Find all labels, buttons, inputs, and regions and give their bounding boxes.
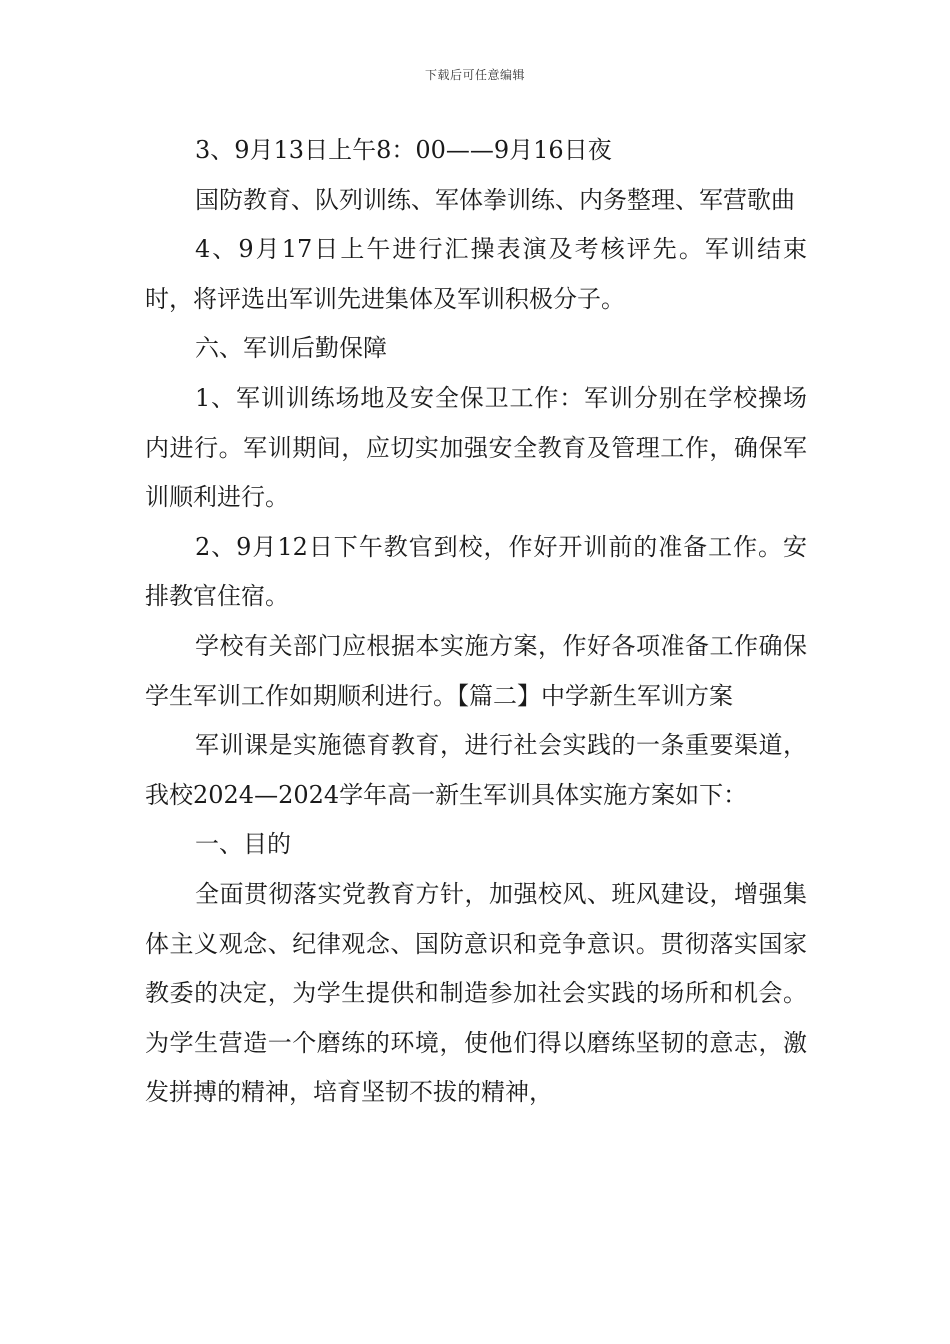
section-heading-logistics: 六、军训后勤保障 [195, 334, 387, 363]
paragraph-logistics-1: 1、军训训练场地及安全保卫工作：军训分别在学校操场内进行。军训期间，应切实加强安全教育及管理工作，确保军训顺利进行。 [145, 383, 807, 512]
paragraph-training-content: 国防教育、队列训练、军体拳训练、内务整理、军营歌曲 [195, 185, 795, 214]
paragraph-schedule-3: 3、9月13日上午8：00——9月16日夜 [195, 136, 612, 164]
paragraph-logistics-2: 2、9月12日下午教官到校，作好开训前的准备工作。安排教官住宿。 [145, 532, 807, 611]
paragraph-purpose: 全面贯彻落实党教育方针，加强校风、班风建设，增强集体主义观念、纪律观念、国防意识和竞争意识。贯彻落实国家教委的决定，为学生提供和制造参加社会实践的场所和机会。为学生营造一个磨练的环境，使他们得以磨练坚韧的意志，激发拼搏的精神，培育坚韧不拔的精神， [145, 879, 807, 1107]
paragraph-schedule-4: 4、9月17日上午进行汇操表演及考核评先。军训结束时，将评选出军训先进集体及军训积极分子。 [145, 235, 807, 313]
paragraph-intro-plan-2: 军训课是实施德育教育，进行社会实践的一条重要渠道，我校2024—2024学年高一新生军训具体实施方案如下： [145, 731, 807, 809]
paragraph-preparation: 学校有关部门应根据本实施方案，作好各项准备工作确保学生军训工作如期顺利进行。【篇二】中学新生军训方案 [145, 631, 807, 710]
page-header-note: 下载后可任意编辑 [424, 68, 525, 82]
document-body [145, 126, 807, 1118]
section-heading-purpose: 一、目的 [195, 830, 291, 859]
